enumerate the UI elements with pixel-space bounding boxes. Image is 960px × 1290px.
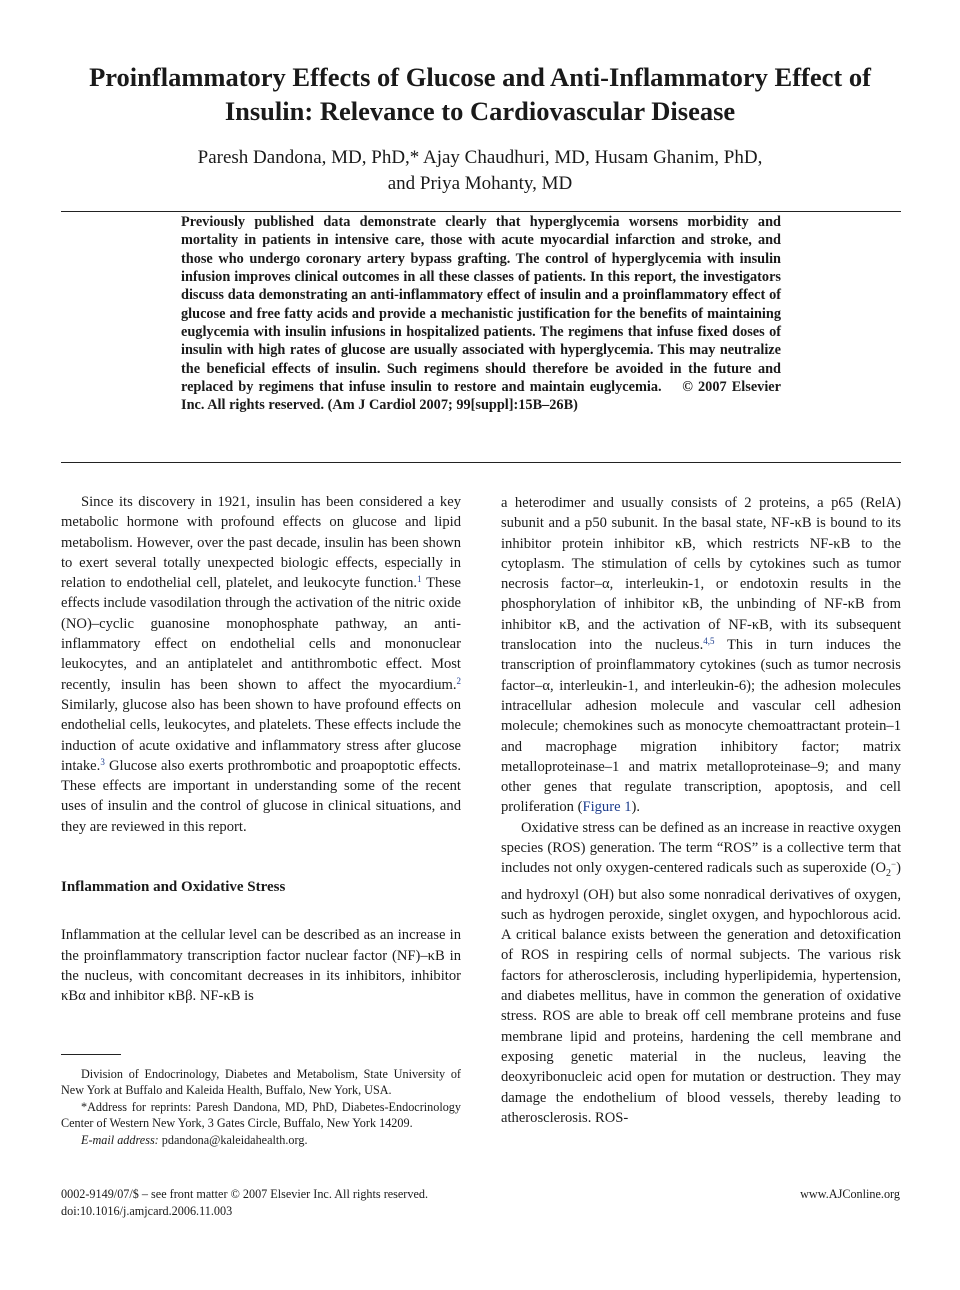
email-label: E-mail address: [81,1132,159,1147]
intro-text-a: Since its discovery in 1921, insulin has been considered a key metabolic hormone with profound effects on glucose and lipid metabolism. However, over the past decade, insulin has been shown to exert several totally unexpected biologic effects, especially in relation to endothelial cell, platelet, and leukocyte function. [61,494,461,592]
figure-1-link[interactable]: Figure 1 [582,799,632,816]
intro-text-d: Glucose also exerts prothrombotic and proapoptotic effects. These effects are important in understanding some of the recent uses of insulin and the control of glucose in clinical situations, and they are reviewed in this report. [61,757,461,835]
ref-2-link[interactable]: 2 [456,675,461,686]
footer-left [61,1186,428,1220]
oxidative-stress-paragraph [501,818,901,1128]
author-list [60,145,900,197]
ref-1-link[interactable]: 1 [417,574,422,585]
left-column [61,492,461,1007]
inflammation-text-a-continued: a heterodimer and usually consists of 2 proteins, a p65 (RelA) subunit and a p50 subunit. In the basal state, NF-κB is bound to its inhibitor protein inhibitor κB, which restricts NF-κB to the cytoplasm. The stimulation of cells by cytokines such as tumor necrosis factor–α, interleukin-1, or endotoxin results in the phosphorylation of inhibitor κB, the unbinding of NF-κB from inhibitor κB, and the activation of NF-κB, with its subsequent translocation into the nucleus. [501,495,901,654]
footnotes [61,1066,461,1148]
doi-line[interactable]: doi:10.1016/j.amjcard.2006.11.003 [61,1204,233,1218]
inflammation-text-a: Inflammation at the cellular level can be described as an increase in the proinflammatory transcription factor nuclear factor (NF)–κB in the nucleus, with concomitant decreases in its inhibitors, inhibitor κBα and inhibitor κBβ. NF-κB is [61,927,461,1005]
abstract-bottom-rule [61,462,901,463]
abstract-top-rule [61,211,901,212]
superoxide-charge: − [891,859,897,870]
footnote-rule [61,1054,121,1055]
right-column [501,493,901,1128]
affiliation-footnote: Division of Endocrinology, Diabetes and Metabolism, State University of New York at Buffalo and Kaleida Health, Buffalo, New York, USA. [61,1067,461,1098]
authors-line-1: Paresh Dandona, MD, PhD,* Ajay Chaudhuri, MD, Husam Ghanim, PhD, [197,147,763,168]
oxidative-text-b: ) and hydroxyl (OH) but also some nonradical derivatives of oxygen, such as hydrogen peroxide, singlet oxygen, and hypochlorous acid. A critical balance exists between the generation and detoxification of ROS in respiring cells of normal subjects. The various risk factors for atherosclerosis, including hyperlipidemia, hypertension, and diabetes mellitus, have in common the generation of oxidative stress. ROS are able to break off cell membrane proteins and fuse membrane lipid and proteins, hardening the cell membrane and exposing genetic material in the nucleus, leaving the deoxyribonucleic acid open for mutation or destruction. They may damage the endothelium of blood vessels, thereby leading to atherosclerosis. ROS- [501,860,901,1126]
inflammation-text-c: ). [631,799,641,816]
email-address[interactable]: pdandona@kaleidahealth.org. [161,1132,308,1147]
email-footnote [61,1132,461,1148]
ref-3-link[interactable]: 3 [100,756,105,767]
superoxide-subscript: 2 [886,868,892,880]
abstract [181,213,781,415]
issn-line: 0002-9149/07/$ – see front matter © 2007 Elsevier Inc. All rights reserved. [61,1187,429,1201]
abstract-copyright: © 2007 Elsevier Inc. All rights reserved. (Am J Cardiol 2007; 99[suppl]:15B–26B) [181,379,781,414]
intro-paragraph [61,492,461,837]
ref-4-5-link[interactable]: 4,5 [703,636,715,647]
oxidative-text-a: Oxidative stress can be defined as an increase in reactive oxygen species (ROS) generation. The term “ROS” is a collective term that includes not only oxygen-centered radicals such as superoxide (O [501,819,901,877]
journal-website[interactable]: www.AJConline.org [800,1187,900,1201]
authors-line-2: and Priya Mohanty, MD [387,173,573,194]
section-heading: Inflammation and Oxidative Stress [61,879,286,896]
reprints-footnote: *Address for reprints: Paresh Dandona, MD, PhD, Diabetes-Endocrinology Center of Western New York, 3 Gates Circle, Buffalo, New York 14209. [61,1099,461,1131]
intro-text-c: Similarly, glucose also has been shown to have profound effects on endothelial cells, leukocytes, and platelets. These effects include the induction of acute oxidative and inflammatory stress after glucose intake. [61,696,461,774]
inflammation-paragraph [61,925,461,1007]
abstract-text: Previously published data demonstrate clearly that hyperglycemia worsens morbidity and mortality in patients in intensive care, those with acute myocardial infarction and stroke, and those who undergo coronary artery bypass grafting. The control of hyperglycemia with insulin infusion improves clinical outcomes in all these classes of patients. In this report, the investigators discuss data demonstrating an anti-inflammatory effect of insulin and a proinflammatory effect of glucose and free fatty acids and provide a mechanistic justification for the benefits of maintaining euglycemia with insulin infusions in hospitalized patients. The regimens that infuse fixed doses of insulin with high rates of glucose are usually associated with hyperglycemia. This may neutralize the beneficial effects of insulin. Such regimens should therefore be avoided in the future and replaced by regimens that infuse insulin to restore and maintain euglycemia. [181,214,781,396]
inflammation-continued [501,493,901,818]
article-title: Proinflammatory Effects of Glucose and Anti-Inflammatory Effect of Insulin: Relevance to Cardiovascular Disease [89,62,871,126]
intro-text-b: These effects include vasodilation through the activation of the nitric oxide (NO)–cyclic guanosine monophosphate pathway, an anti-inflammatory effect on endothelial cells and mononuclear leukocytes, and an antiplatelet and antithrombotic effect. Most recently, insulin has been shown to affect the myocardium. [61,575,461,693]
inflammation-text-b: This in turn induces the transcription of proinflammatory cytokines (such as tumor necrosis factor–α, interleukin-1, and interleukin-6); the adhesion molecules intracellular adhesion molecule and vascular cell adhesion molecule; chemokines such as monocyte chemoattractant protein–1 and macrophage migration inhibitory factor; matrix metalloproteinase–1 and matrix metalloproteinase–9; and many other genes that regulate transcription, apoptosis, and cell proliferation ( [501,637,901,816]
